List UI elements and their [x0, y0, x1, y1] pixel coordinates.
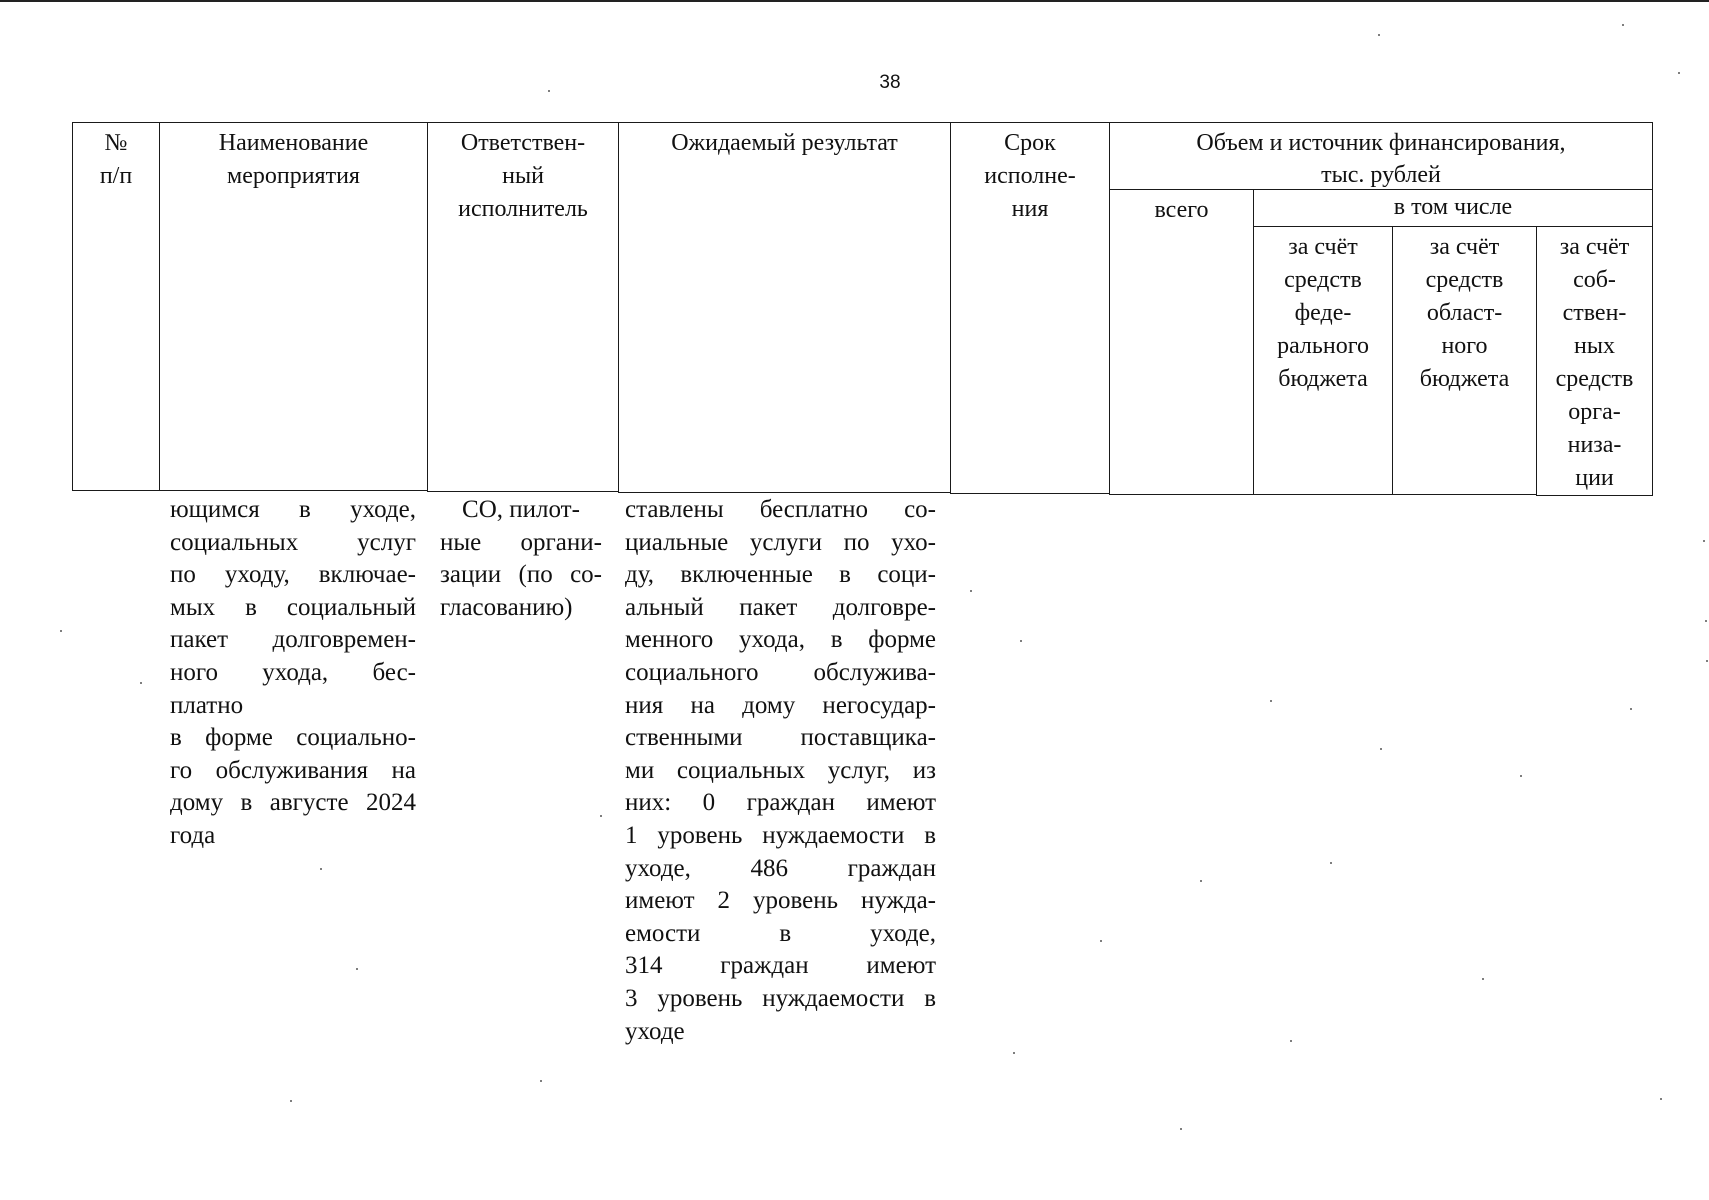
header-federal-line1: за счёт: [1288, 234, 1358, 260]
scan-speck: [1630, 708, 1632, 710]
header-responsible-line2: ный: [502, 163, 544, 189]
activity-line: ного ухода, бес-: [170, 658, 416, 686]
header-own-line7: низа-: [1567, 432, 1622, 458]
result-line: уходе: [625, 1017, 685, 1045]
header-cell-number: [72, 122, 160, 491]
scan-speck: [1520, 775, 1522, 777]
scan-speck: [600, 815, 602, 817]
scan-speck: [140, 682, 142, 684]
responsible-line: гласованию): [440, 593, 573, 621]
scan-speck: [1270, 700, 1272, 702]
responsible-text: [440, 494, 602, 624]
scan-speck: [290, 1100, 292, 1102]
header-financing-line1: Объем и источник финансирования,: [1196, 130, 1566, 156]
header-cell-responsible: [427, 122, 619, 492]
header-number-line1: №: [104, 130, 128, 156]
header-own-line5: средств: [1555, 366, 1634, 392]
scan-speck: [1678, 72, 1680, 74]
result-line: циальные услуги по ухо-: [625, 528, 936, 556]
header-including-label: в том числе: [1393, 194, 1513, 220]
responsible-line: СО, пилот-: [462, 496, 580, 523]
activity-line: по уходу, включае-: [170, 561, 416, 589]
scan-speck: [1380, 748, 1382, 750]
scan-speck: [60, 630, 62, 632]
header-term-line3: ния: [1011, 196, 1049, 222]
scan-speck: [1378, 34, 1380, 36]
result-line: уходе, 486 граждан: [625, 854, 936, 882]
result-line: 3 уровень нуждаемости в: [625, 984, 936, 1012]
header-name-line1: Наименование: [218, 130, 369, 156]
header-own-line3: ствен-: [1562, 300, 1627, 326]
result-line: ставлены бесплатно со-: [625, 496, 936, 523]
header-cell-total: [1109, 189, 1254, 495]
header-cell-term: [950, 122, 1110, 494]
responsible-line: ные органи-: [440, 528, 602, 556]
header-term-line2: исполне-: [984, 163, 1076, 189]
header-cell-including: [1253, 189, 1653, 227]
header-result-line1: Ожидаемый результат: [671, 130, 898, 156]
scan-speck: [548, 90, 550, 92]
header-responsible-line1: Ответствен-: [460, 130, 586, 156]
header-term-line1: Срок: [1004, 130, 1056, 156]
header-cell-regional-budget: [1392, 226, 1537, 495]
header-cell-federal-budget: [1253, 226, 1393, 495]
activity-line: мых в социальный: [170, 593, 416, 621]
scan-speck: [1705, 620, 1707, 622]
scan-speck: [970, 590, 972, 592]
header-federal-line5: бюджета: [1278, 366, 1368, 392]
activity-line: в форме социально-: [170, 724, 416, 752]
result-line: имеют 2 уровень нужда-: [625, 887, 936, 915]
header-regional-line3: област-: [1426, 300, 1503, 326]
activity-line: го обслуживания на: [170, 756, 416, 784]
scan-speck: [356, 968, 358, 970]
header-number-line2: п/п: [99, 163, 133, 189]
activity-line: года: [170, 821, 216, 849]
result-line: 1 уровень нуждаемости в: [625, 821, 936, 849]
scan-speck: [1020, 640, 1022, 642]
header-regional-line4: ного: [1441, 333, 1488, 359]
result-line: альный пакет долговре-: [625, 593, 936, 621]
header-federal-line3: феде-: [1294, 300, 1352, 326]
activity-line: социальных услуг: [170, 528, 416, 556]
header-regional-line5: бюджета: [1419, 366, 1510, 392]
result-line: них: 0 граждан имеют: [625, 789, 936, 817]
scan-speck: [320, 868, 322, 870]
scan-speck: [1703, 540, 1705, 542]
header-cell-expected-result: [618, 122, 951, 493]
header-responsible-line3: исполнитель: [458, 196, 588, 222]
result-line: социального обслужива-: [625, 658, 936, 686]
activity-line: ющимся в уходе,: [170, 496, 416, 523]
header-cell-financing: [1109, 122, 1653, 190]
header-cell-activity-name: [159, 122, 428, 491]
result-line: ственными поставщика-: [625, 724, 936, 752]
scan-speck: [1100, 940, 1102, 942]
header-own-line6: орга-: [1568, 399, 1621, 425]
activity-line: дому в августе 2024: [170, 789, 416, 817]
activity-line: платно: [170, 691, 244, 719]
responsible-line: зации (по со-: [440, 561, 602, 589]
activity-name-text: [170, 494, 416, 853]
scan-speck: [1706, 660, 1708, 662]
header-federal-line2: средств: [1284, 267, 1362, 293]
header-own-line8: ции: [1575, 465, 1614, 491]
scan-speck: [540, 1080, 542, 1082]
scan-speck: [1330, 862, 1332, 864]
result-line: 314 граждан имеют: [625, 952, 936, 980]
header-regional-line2: средств: [1425, 267, 1504, 293]
scan-speck: [1013, 1052, 1015, 1054]
expected-result-text: [625, 494, 936, 1048]
scan-top-edge: [0, 0, 1709, 2]
scan-speck: [1200, 880, 1202, 882]
result-line: ду, включенные в соци-: [625, 561, 936, 589]
result-line: ния на дому негосудар-: [625, 691, 936, 719]
page-number: 38: [879, 72, 901, 93]
result-line: емости в уходе,: [625, 919, 936, 947]
header-own-line2: соб-: [1573, 267, 1616, 293]
header-financing-line2: тыс. рублей: [1321, 162, 1441, 188]
header-name-line2: мероприятия: [227, 163, 360, 189]
header-total-label: всего: [1154, 197, 1209, 223]
table-header: [72, 122, 1653, 496]
header-federal-line4: рального: [1277, 333, 1369, 359]
scan-speck: [1482, 978, 1484, 980]
header-own-line4: ных: [1574, 333, 1615, 359]
activity-line: пакет долговремен-: [170, 626, 416, 654]
scan-speck: [1622, 24, 1624, 26]
header-own-line1: за счёт: [1559, 234, 1630, 260]
scan-speck: [1290, 1040, 1292, 1042]
scan-speck: [1660, 1098, 1662, 1100]
result-line: ми социальных услуг, из: [625, 756, 936, 784]
header-regional-line1: за счёт: [1429, 234, 1500, 260]
header-cell-own-funds: [1536, 226, 1653, 496]
result-line: менного ухода, в форме: [625, 626, 936, 654]
scan-speck: [1180, 1128, 1182, 1130]
